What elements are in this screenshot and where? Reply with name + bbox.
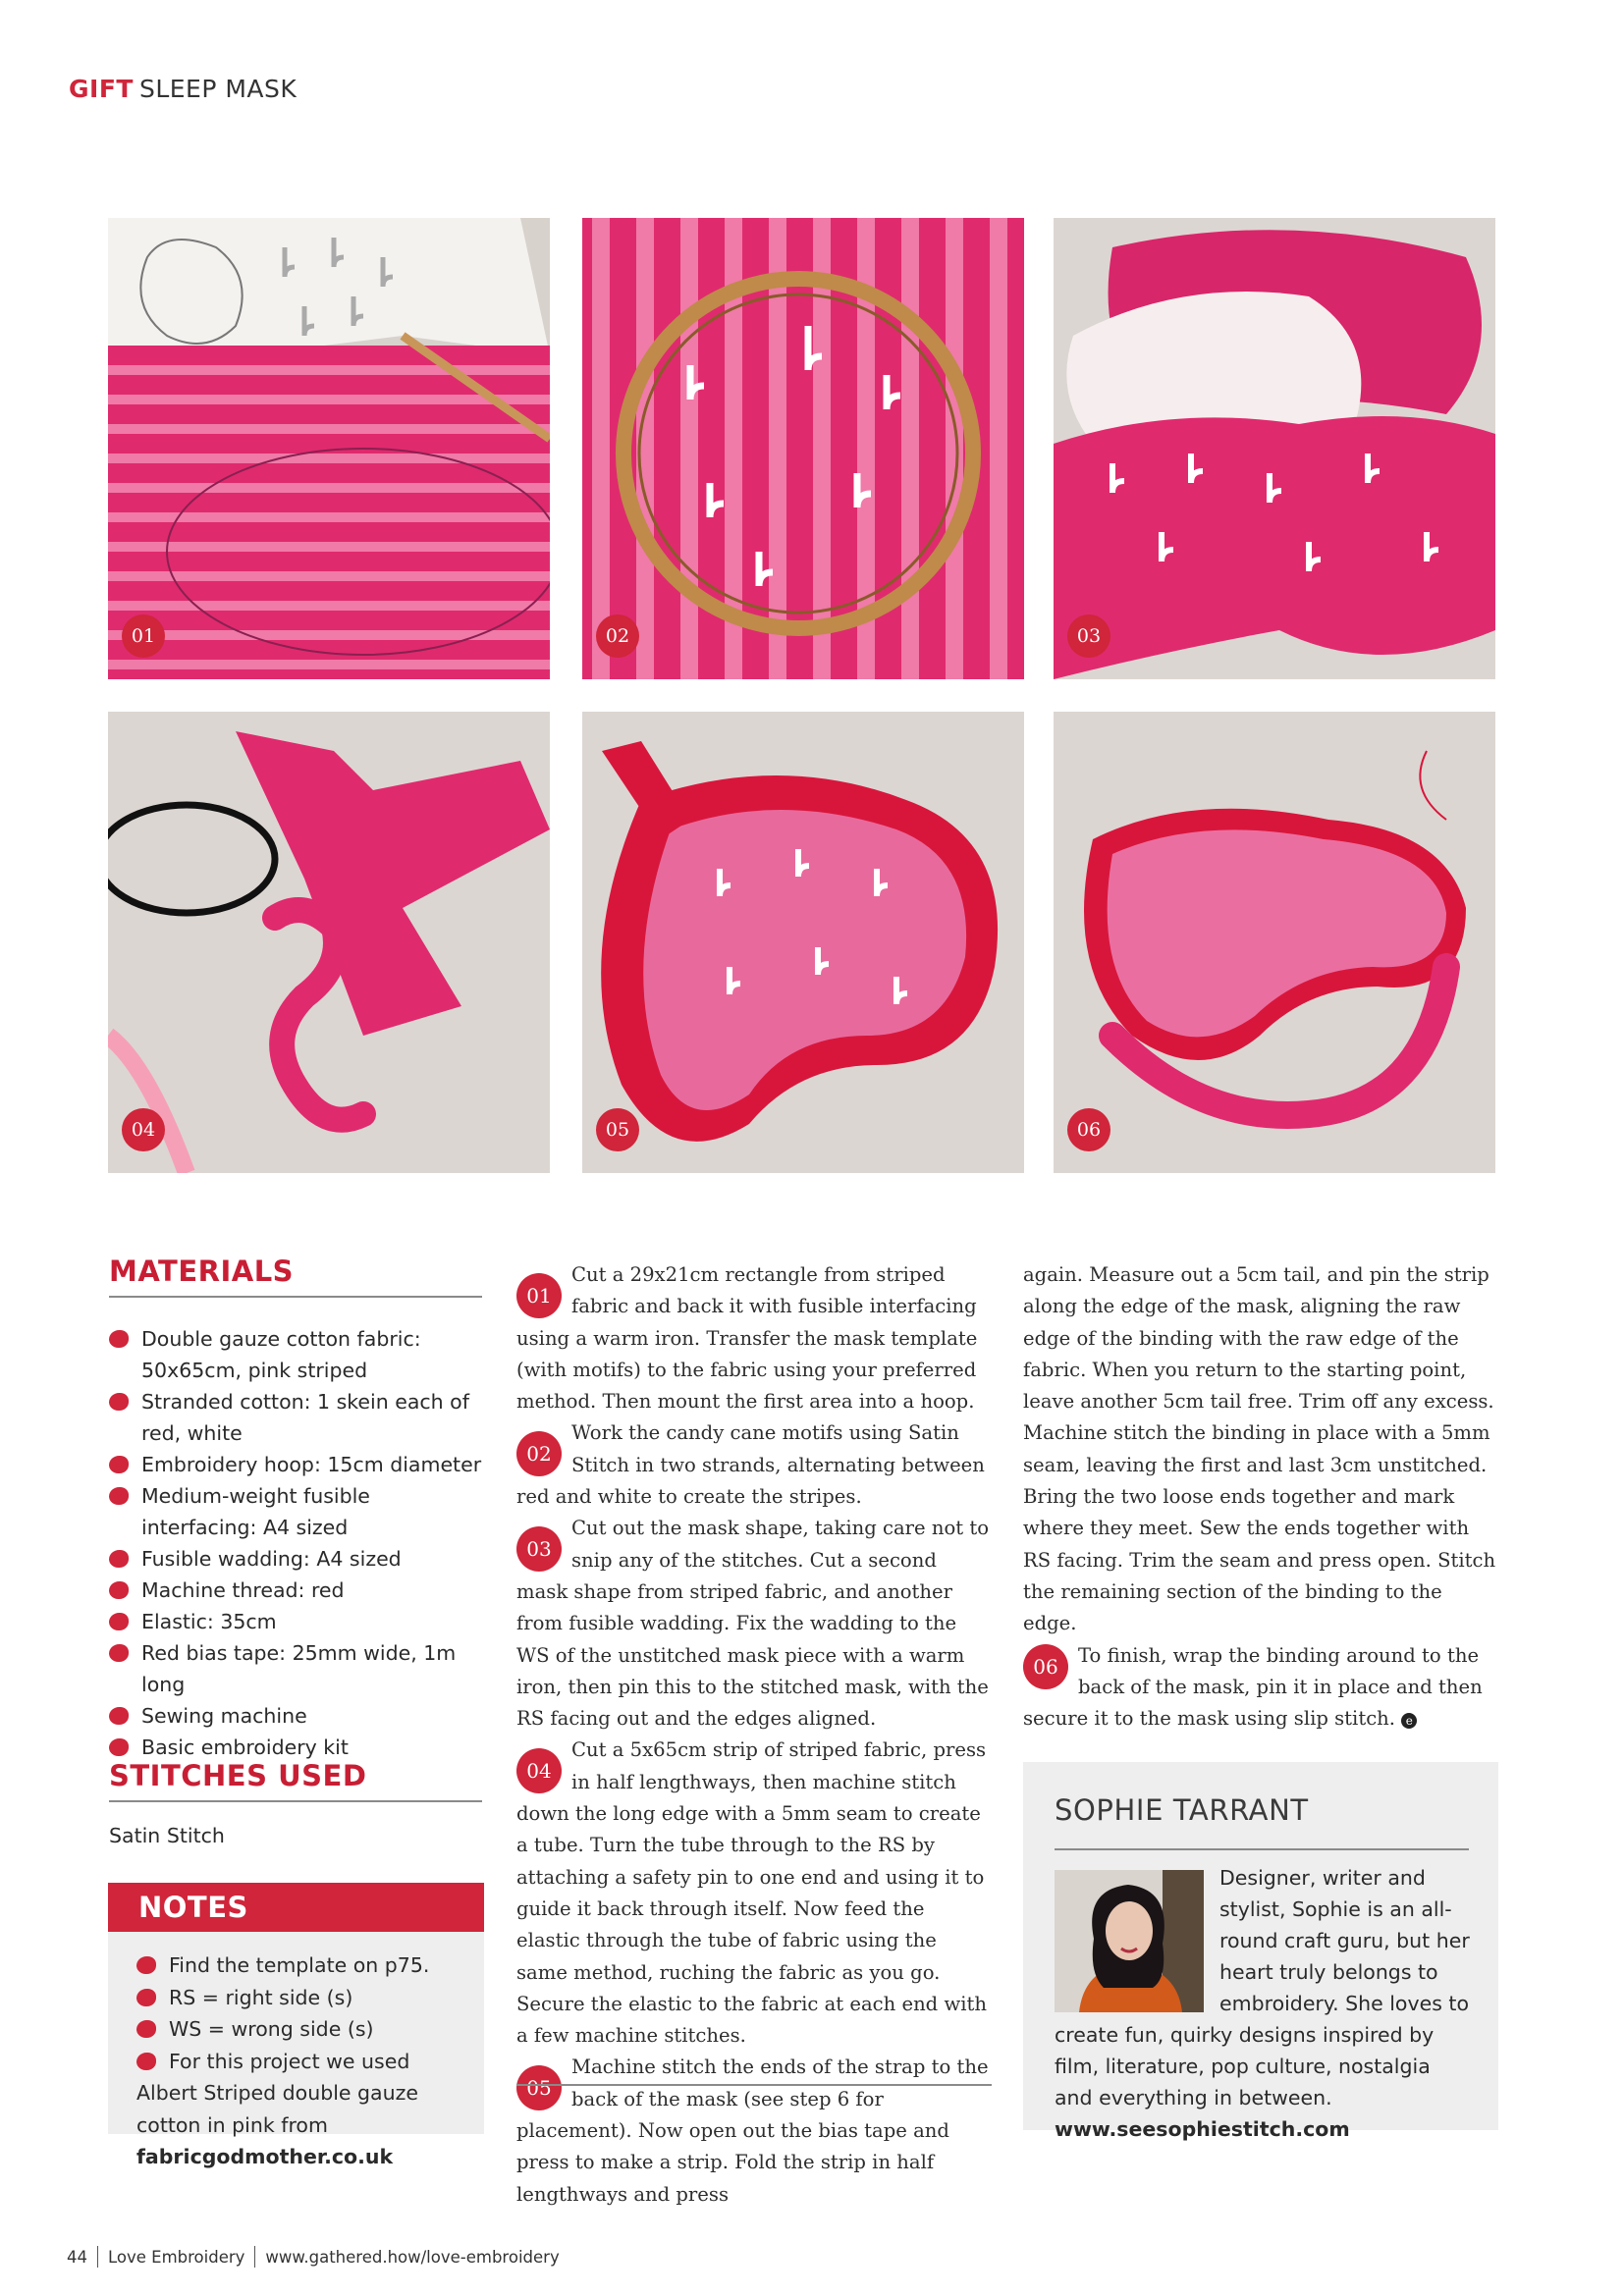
section-title: SLEEP MASK — [138, 75, 298, 103]
fabric-link[interactable]: fabricgodmother.co.uk — [136, 2145, 394, 2168]
stitch-value: Satin Stitch — [109, 1824, 225, 1847]
step-photo-06 — [1054, 712, 1495, 1173]
step-number-badge: 02 — [516, 1431, 562, 1476]
heart-bullet-icon — [109, 1456, 129, 1473]
designer-bio-panel — [1023, 1762, 1498, 2141]
list-item: Find the template on p75. — [136, 1949, 464, 1982]
divider — [109, 1296, 482, 1298]
list-item: For this project we used Albert Striped double gauze cotton in pink from fabricgodmother.co.uk — [136, 2049, 418, 2168]
materials-list — [109, 1323, 482, 1763]
fabric-template-icon — [108, 218, 550, 679]
step-number-badge: 04 — [516, 1748, 562, 1793]
list-item: WS = wrong side (s) — [136, 2013, 464, 2046]
heart-bullet-icon — [136, 2053, 156, 2070]
heart-bullet-icon — [109, 1644, 129, 1662]
step-01: 01 Cut a 29x21cm rectangle from striped fabric and back it with fusible interfacing using a warm iron. Transfer the mask template (with motifs) to the fabric using your preferred method. Then mount the first area into a hoop. — [516, 1263, 978, 1414]
heart-bullet-icon — [109, 1550, 129, 1568]
heart-bullet-icon — [136, 1956, 156, 1974]
section-category: GIFT — [69, 75, 134, 103]
end-mark-icon: e — [1401, 1713, 1417, 1729]
heart-bullet-icon — [109, 1330, 129, 1348]
list-item: Medium-weight fusible interfacing: A4 sized — [109, 1480, 482, 1543]
step-badge: 05 — [596, 1108, 639, 1151]
list-item: Machine thread: red — [109, 1575, 482, 1606]
elastic-strap-icon — [108, 712, 550, 1173]
list-item: Fusible wadding: A4 sized — [109, 1543, 482, 1575]
step-photo-02 — [582, 218, 1024, 679]
step-06: 06 To finish, wrap the binding around to the back of the mask, pin it in place and then secure it to the mask using slip stitch. e — [1023, 1643, 1483, 1731]
step-badge: 03 — [1067, 614, 1110, 658]
heart-bullet-icon — [109, 1738, 129, 1756]
step-badge: 02 — [596, 614, 639, 658]
materials-title: MATERIALS — [109, 1255, 295, 1288]
notes-title: NOTES — [108, 1883, 484, 1932]
step-number-badge: 03 — [516, 1526, 562, 1572]
step-badge: 04 — [122, 1108, 165, 1151]
list-item: Double gauze cotton fabric: 50x65cm, pink striped — [109, 1323, 482, 1386]
step-number-badge: 05 — [516, 2065, 562, 2110]
step-photo-05 — [582, 712, 1024, 1173]
instructions-column-1 — [516, 1259, 992, 2211]
step-02: 02 Work the candy cane motifs using Satin Stitch in two strands, alternating between red and white to create the stripes. — [516, 1421, 985, 1509]
bias-binding-icon — [582, 712, 1024, 1173]
step-03: 03 Cut out the mask shape, taking care not to snip any of the stitches. Cut a second mask shape from striped fabric, and another from fusible wadding. Fix the wadding to the WS of the unstitched mask piece with a warm iron, then pin this to the stitched mask, with the RS facing out and the edges aligned. — [516, 1517, 990, 1731]
page-number: 44 — [67, 2248, 87, 2267]
step-04: 04 Cut a 5x65cm strip of striped fabric, press in half lengthways, then machine stitch down the long edge with a 5mm seam to create a tube. Turn the tube through to the RS by attaching a safety pin to one end and using it to guide it back through itself. Now feed the elastic through the tube of fabric using the same method, ruching the fabric as you go. Secure the elastic to the fabric at each end with a few machine stitches. — [516, 1738, 987, 2048]
step-photo-04 — [108, 712, 550, 1173]
embroidery-hoop-icon — [582, 218, 1024, 679]
heart-bullet-icon — [109, 1393, 129, 1411]
step-number-badge: 01 — [516, 1273, 562, 1318]
step-badge: 01 — [122, 614, 165, 658]
step-photo-03 — [1054, 218, 1495, 679]
heart-bullet-icon — [109, 1487, 129, 1505]
divider — [254, 2246, 255, 2268]
instructions-column-2 — [1023, 1259, 1498, 1735]
list-item: Basic embroidery kit — [109, 1732, 482, 1763]
page-footer — [67, 2246, 560, 2268]
magazine-url[interactable]: www.gathered.how/love-embroidery — [265, 2248, 560, 2267]
page-header — [69, 75, 297, 103]
list-item: Embroidery hoop: 15cm diameter — [109, 1449, 482, 1480]
list-item: Red bias tape: 25mm wide, 1m long — [109, 1637, 482, 1700]
heart-bullet-icon — [109, 1613, 129, 1630]
list-item: Sewing machine — [109, 1700, 482, 1732]
divider — [1055, 1848, 1469, 1850]
step-photo-01 — [108, 218, 550, 679]
divider — [516, 2084, 992, 2086]
designer-bio-text: Designer, writer and stylist, Sophie is an all-round craft guru, but her heart truly belongs to embroidery. She loves to create fun, quirky designs inspired by film, literature, pop culture, nostalgia and everything in between. www.seesophiestitch.com — [1055, 1866, 1470, 2141]
heart-bullet-icon — [136, 2020, 156, 2038]
designer-website-link[interactable]: www.seesophiestitch.com — [1055, 2117, 1350, 2141]
step-badge: 06 — [1067, 1108, 1110, 1151]
divider — [109, 1800, 482, 1802]
stitches-title: STITCHES USED — [109, 1759, 367, 1792]
list-item: Elastic: 35cm — [109, 1606, 482, 1637]
notes-panel — [108, 1883, 484, 2168]
mask-layers-icon — [1054, 218, 1495, 679]
stitches-section — [109, 1759, 482, 1847]
step-05-continued: again. Measure out a 5cm tail, and pin the strip along the edge of the mask, aligning the raw edge of the binding with the raw edge of the fabric. When you return to the starting point, leave another 5cm tail free. Trim off any excess. Machine stitch the binding in place with a 5mm seam, leaving the first and last 3cm unstitched. Bring the two loose ends together and mark where they meet. Sew the ends together with RS facing. Trim the seam and press open. Stitch the remaining section of the binding to the edge. — [1023, 1263, 1496, 1635]
designer-name: SOPHIE TARRANT — [1055, 1793, 1309, 1827]
step-05: 05 Machine stitch the ends of the strap to the back of the mask (see step 6 for placement). Now open out the bias tape and press to make a strip. Fold the strip in half lengthways and press — [516, 2056, 989, 2206]
heart-bullet-icon — [136, 1989, 156, 2006]
step-number-badge: 06 — [1023, 1644, 1068, 1689]
finished-mask-icon — [1054, 712, 1495, 1173]
divider — [97, 2246, 98, 2268]
notes-list — [136, 1949, 464, 2173]
materials-section — [109, 1255, 482, 1763]
list-item: Stranded cotton: 1 skein each of red, white — [109, 1386, 482, 1449]
heart-bullet-icon — [109, 1581, 129, 1599]
heart-bullet-icon — [109, 1707, 129, 1725]
magazine-name: Love Embroidery — [108, 2248, 245, 2267]
list-item: RS = right side (s) — [136, 1982, 464, 2014]
